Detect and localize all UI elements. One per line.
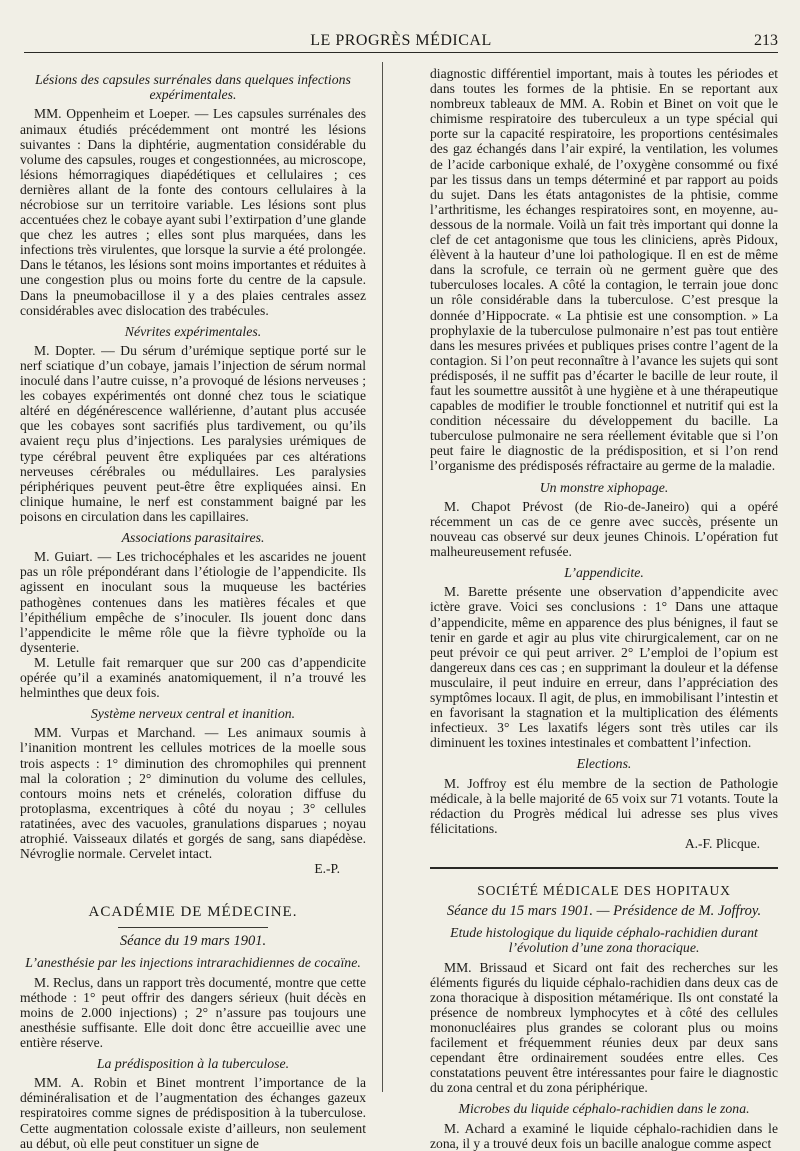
running-header	[24, 30, 778, 53]
paragraph-achard: M. Achard a examiné le liquide céphalo-rachidien dans le zona, il y a trouvé deux fois un bacille analogue comme aspect	[430, 1120, 778, 1151]
paragraph-guiart: M. Guiart. — Les trichocéphales et les ascarides ne jouent pas un rôle prépondérant dans l’étiologie de l’appendicite. Ils agissent en inoculant sous la muqueuse les bactéries pathogènes contenues dans les matières fécales et que l’épithélium empêche de s’inoculer. Ils jouent donc dans l’appendicite le même rôle que la fièvre typhoïde ou la dysenterie.	[20, 549, 366, 655]
section-title-zona-histologique: Etude histologique du liquide céphalo-rachidien durant l’évolution d’une zona thoracique.	[450, 925, 758, 956]
paragraph-continuation: diagnostic différentiel important, mais à toutes les périodes et dans toutes les formes de la phtisie. En se reportant aux nombreux tableaux de MM. A. Robin et Binet on voit que le chimisme respiratoire des tuberculeux a un type spécial qui porte sur la capacité respiratoire, les proportions centésimales des gaz échangés dans l’air expiré, la ventilation, les volumes de l’acide carbonique exhalé, de l’oxygène consommé ou fixé par les tissus dans un temps déterminé et par rapport au poids du sujet. Dans les états antagonistes de la phtisie, comme l’arthritisme, les échanges respiratoires sont, en moyenne, au-dessous de la normale. Voilà un fait très important qui donne la clef de cet antagonisme que tous les cliniciens, après Pidoux, élèvent à la hauteur d’une loi pathologique. Il en est de même dans la scrofule, ce terrain où ne germent guère que des tuberculoses locales. A côté la contagion, le terrain joue donc un rôle considérable dans la tuberculose. C’est presque la donnée d’Hippocrate. « La phtisie est une consomption. » La prophylaxie de la tuberculose pulmonaire n’est pas tout entière dans les mesures privées et publiques prises contre l’agent de la contagion. Si l’on peut reconnaître à l’avance les sujets qui sont prédisposés, il ne suffit pas d’écarter le bacille de leur route, il faut les soumettre aussitôt à une hygiène et à une thérapeutique capables de modifier le trouble fonctionnel et nutritif qui est la condition nécessaire du développement du bacille. La tuberculose pulmonaire ne sera réellement évitable que si l’on peut faire le diagnostic de la prédisposition, et si l’on rend l’organisme des prédisposés réfractaire au germe de la maladie.	[430, 66, 778, 474]
left-column	[20, 66, 366, 1151]
societe-rule	[430, 867, 778, 869]
academie-rule	[118, 927, 268, 928]
section-title-systeme-nerveux: Système nerveux central et inanition.	[90, 706, 296, 722]
academie-heading: ACADÉMIE DE MÉDECINE.	[88, 904, 298, 921]
paragraph-joffroy: M. Joffroy est élu membre de la section de Pathologie médicale, à la belle majorité de 65 voix sur 71 votants. Toute la rédaction du Progrès médical lui adresse ses plus vives félicitations.	[430, 775, 778, 836]
page-number: 213	[754, 32, 778, 49]
section-title-anesthesie: L’anesthésie par les injections intrarachidiennes de cocaïne.	[25, 955, 361, 971]
section-title-elections: Elections.	[576, 756, 632, 772]
section-title-microbes-zona: Microbes du liquide céphalo-rachidien dans le zona.	[458, 1101, 750, 1117]
section-title-nevrites: Névrites expérimentales.	[124, 323, 262, 339]
section-title-appendicite: L’appendicite.	[564, 565, 644, 581]
journal-title: LE PROGRÈS MÉDICAL	[310, 32, 492, 49]
paragraph-robin-binet: MM. A. Robin et Binet montrent l’importance de la déminéralisation et de l’augmentation des échanges gazeux respiratoires comme signes de prédisposition à la tuberculose. Cette augmentation colossale existe d’ailleurs, non seulement au début, où elle peut constituer un signe de	[20, 1075, 366, 1151]
paragraph-chapot-prevost: M. Chapot Prévost (de Rio-de-Janeiro) qui a opéré récemment un cas de ce genre avec succès, présente un nouveau cas observé sur deux jeunes Chinois. L’opération fut malheureusement refusée.	[430, 498, 778, 560]
paragraph-dopter: M. Dopter. — Du sérum d’urémique septique porté sur le nerf sciatique d’un cobaye, jamais l’injection de sérum normal inoculé dans l’autre cuisse, n’a provoqué de lésions nerveuses ; les cobayes expérimentés ont donné chez tous le sciatique altéré en dégénérescence wallérienne, d’autant plus accusée que les cobayes sont sacrifiés plus tardivement, ou qu’ils avaient reçu plus d’injections. Les paralysies urémiques de type cérébral peuvent être expliquées par ces altérations nerveuses cérébrales ou médullaires. Les paralysies périphériques peuvent peut-être être expliquées ainsi. En clinique humaine, le nerf est constamment baigné par les poisons en circulation dans les capillaires.	[20, 342, 366, 524]
section-title-xiphopage: Un monstre xiphopage.	[539, 479, 669, 495]
section-title-associations: Associations parasitaires.	[121, 530, 265, 546]
paragraph-letulle: M. Letulle fait remarquer que sur 200 cas d’appendicite opérée qu’il a examinés anatomiquement, il n’a trouvé les helminthes que deux fois.	[20, 654, 366, 701]
paragraph-reclus: M. Reclus, dans un rapport très documenté, montre que cette méthode : 1° peut offrir des dangers sérieux (huit décès en moins de 2.000 injections) ; 2° n’assure pas toujours une anesthésie suffisante. Elle doit donc être accueillie avec une entière réserve.	[20, 974, 366, 1050]
signature-ep: E.-P.	[314, 861, 340, 877]
section-title-capsules: Lésions des capsules surrénales dans quelques infections expérimentales.	[35, 72, 351, 103]
signature-plicque: A.-F. Plicque.	[684, 835, 760, 851]
column-divider	[382, 62, 383, 1092]
paragraph-vurpas: MM. Vurpas et Marchand. — Les animaux soumis à l’inanition montrent les cellules motrices de la moelle sous trois aspects : 1° diminution des chromophiles qui prennent mal la coloration ; 2° diminution du volume des cellules, contours moins nets et crénelés, coloration diffuse du protoplasma, excentriques à côté du noyau ; 3° cellules ratatinées, avec des vacuoles, granulations disparues ; noyau atrophié. Vaisseaux dilatés et gorgés de sang, sans diapédèse. Névroglie normale. Cervelet intact.	[20, 725, 366, 862]
academie-seance: Séance du 19 mars 1901.	[119, 933, 267, 950]
section-title-predisposition: La prédisposition à la tuberculose.	[96, 1056, 290, 1072]
societe-seance: Séance du 15 mars 1901. — Présidence de M. Joffroy.	[446, 903, 762, 920]
paragraph-oppenheim: MM. Oppenheim et Loeper. — Les capsules surrénales des animaux étudiés précédemment ont montré les lésions suivantes : Dans la diphtérie, augmentation considérable du volume des capsules, rouges et congestionnées, au microscope, lésions hémorragiques diapédétiques et cellulaires ; ces dernières allant de la fonte des contours cellulaires à la nécrobiose sur un territoire variable. Les lésions sont plus accentuées chez le cobaye ayant subi l’extirpation d’une glande que chez les autres ; elles sont plus marquées, dans les infections très virulentes, que lorsque la survie a été prolongée. Dans le tétanos, les lésions sont moins importantes et réduites à une congestion plus ou moins forte du centre de la capsule. Dans la pneumobacillose il y a des plaies centrales assez considérables avec dislocation des trabécules.	[20, 106, 366, 318]
right-column	[430, 66, 778, 1151]
paragraph-barette: M. Barette présente une observation d’appendicite avec ictère grave. Voici ses conclusions : 1° Dans une attaque d’appendicite, même en apparence des plus bénignes, il faut se tenir en garde et agir au plus vite chirurgicalement, car on ne peut prévoir ce qui peut arriver. 2° L’emploi de l’opium est dangereux dans ces cas ; en supprimant la douleur et la défense musculaire, il peut induire en erreur, dans l’appréciation des symptômes locaux. Il agit, de plus, en immobilisant l’intestin et en favorisant la stagnation et la multiplication des éléments infectieux. 3° Les laxatifs légers sont très utiles car ils diminuent les toxines intestinales et combattent l’infection.	[430, 584, 778, 751]
societe-heading: SOCIÉTÉ MÉDICALE DES HOPITAUX	[477, 883, 731, 899]
paragraph-brissaud-sicard: MM. Brissaud et Sicard ont fait des recherches sur les éléments figurés du liquide céphalo-rachidien dans deux cas de zona thoracique à disposition métamérique. Ils ont constaté la présence de nombreux lymphocytes et à côté des cellules mononucléaires plus grandes se colorant plus ou moins facilement et fréquemment réunies deux par deux sans cependant être ordinairement soudées entre elles. Ces constatations peuvent être intéressantes pour faire le diagnostic du zona central et du zona périphérique.	[430, 959, 778, 1096]
